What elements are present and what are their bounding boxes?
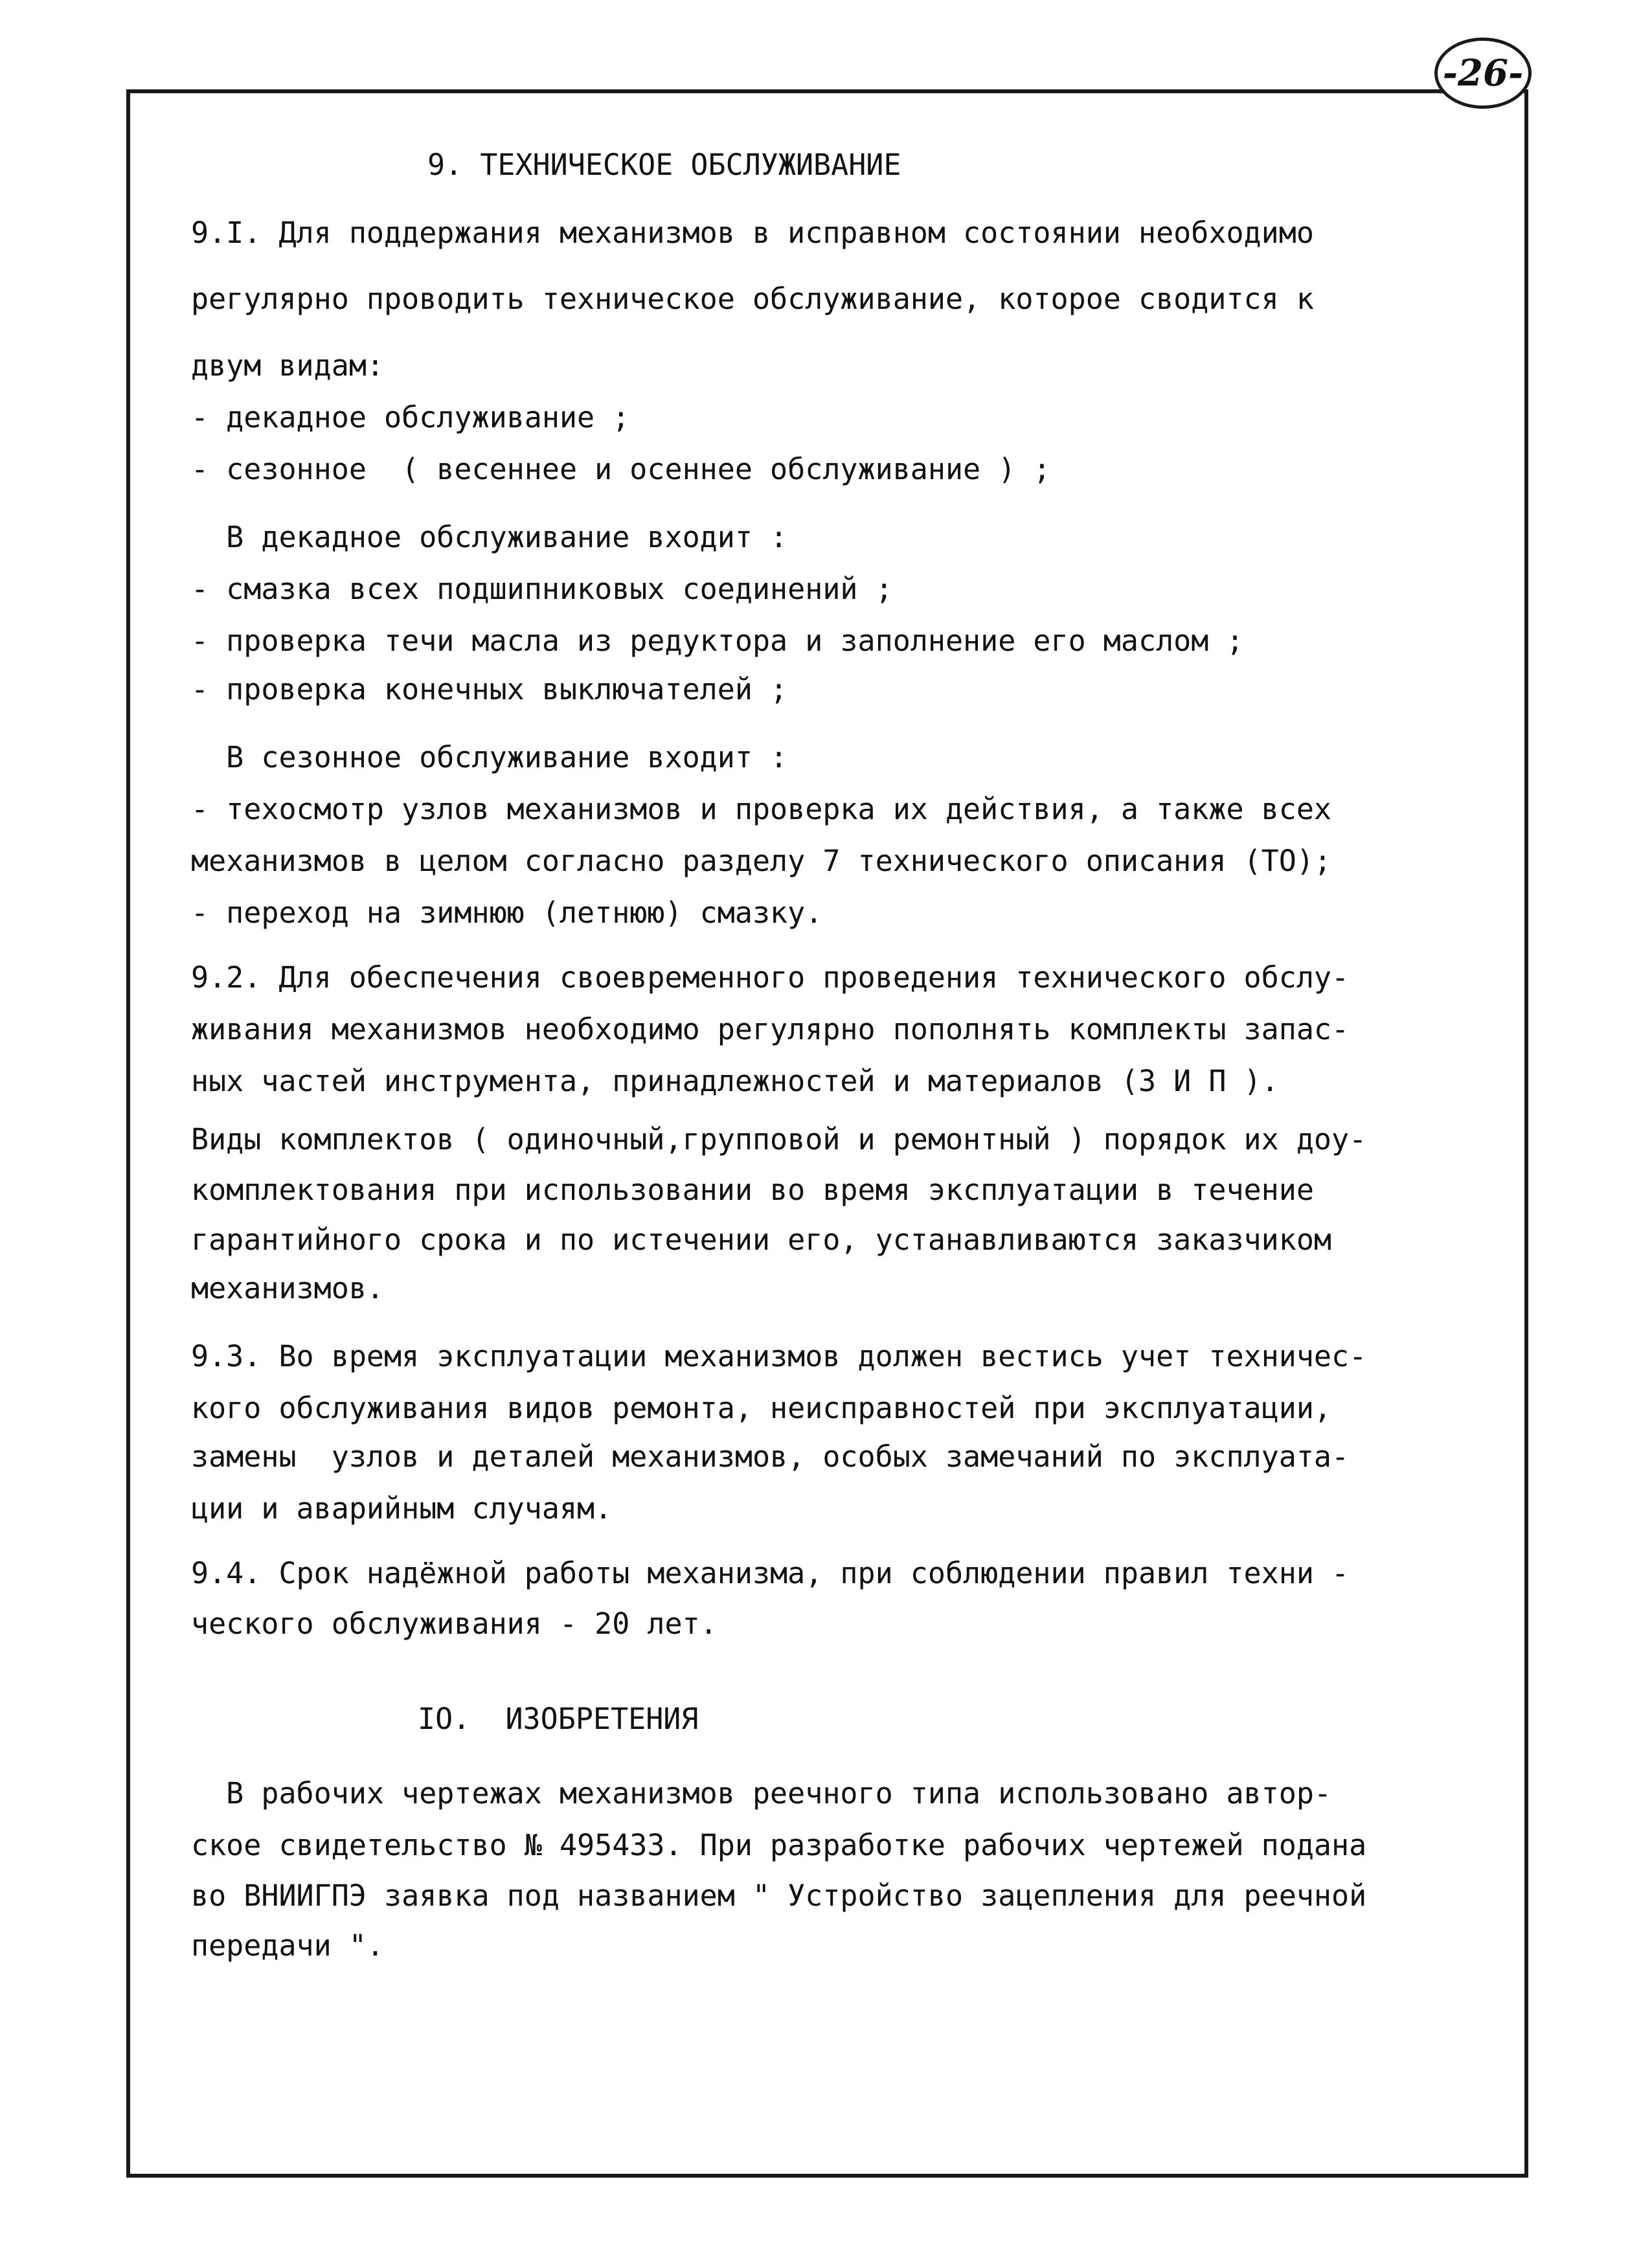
p91-line-1: 9.I. Для поддержания механизмов в исправном состоянии необходимо bbox=[191, 216, 1314, 250]
decade-line-2: - смазка всех подшипниковых соединений ; bbox=[191, 572, 893, 606]
p92-line-6: гарантийного срока и по истечении его, устанавливаются заказчиком bbox=[191, 1223, 1331, 1257]
p92-line-4: Виды комплектов ( одиночный,групповой и ремонтный ) порядок их доу- bbox=[191, 1122, 1367, 1156]
s10-line-4: передачи ". bbox=[191, 1928, 385, 1963]
season-line-1: В сезонное обслуживание входит : bbox=[191, 740, 788, 774]
p93-line-2: кого обслуживания видов ремонта, неисправностей при эксплуатации, bbox=[191, 1391, 1331, 1425]
p92-line-2: живания механизмов необходимо регулярно пополнять комплекты запас- bbox=[191, 1012, 1350, 1046]
p92-line-3: ных частей инструмента, принадлежностей и материалов (З И П ). bbox=[191, 1064, 1279, 1098]
season-line-2: - техосмотр узлов механизмов и проверка их действия, а также всех bbox=[191, 792, 1331, 826]
decade-line-3: - проверка течи масла из редуктора и заполнение его маслом ; bbox=[191, 624, 1244, 658]
p91-line-4: - декадное обслуживание ; bbox=[191, 400, 630, 434]
p93-line-4: ции и аварийным случаям. bbox=[191, 1491, 613, 1526]
s10-line-1: В рабочих чертежах механизмов реечного типа использовано автор- bbox=[191, 1776, 1331, 1810]
s10-line-2: ское свидетельство № 495433. При разработке рабочих чертежей подана bbox=[191, 1828, 1367, 1862]
decade-line-1: В декадное обслуживание входит : bbox=[191, 520, 788, 554]
section-10-title: IO. ИЗОБРЕТЕНИЯ bbox=[418, 1702, 699, 1736]
p92-line-7: механизмов. bbox=[191, 1271, 385, 1305]
p92-line-1: 9.2. Для обеспечения своевременного проведения технического обслу- bbox=[191, 960, 1350, 995]
section-9-title: 9. ТЕХНИЧЕСКОЕ ОБСЛУЖИВАНИЕ bbox=[427, 148, 901, 182]
season-line-4: - переход на зимнюю (летнюю) смазку. bbox=[191, 896, 823, 930]
p91-line-5: - сезонное ( весеннее и осеннее обслуживание ) ; bbox=[191, 452, 1051, 486]
p93-line-1: 9.3. Во время эксплуатации механизмов должен вестись учет техничес- bbox=[191, 1339, 1367, 1373]
season-line-3: механизмов в целом согласно разделу 7 технического описания (ТО); bbox=[191, 844, 1331, 878]
p93-line-3: замены узлов и деталей механизмов, особых замечаний по эксплуата- bbox=[191, 1439, 1350, 1474]
page-number: -26- bbox=[1434, 38, 1532, 109]
p94-line-2: ческого обслуживания - 20 лет. bbox=[191, 1607, 718, 1641]
p92-line-5: комплектования при использовании во время эксплуатации в течение bbox=[191, 1173, 1314, 1207]
p94-line-1: 9.4. Срок надёжной работы механизма, при соблюдении правил техни - bbox=[191, 1556, 1350, 1590]
s10-line-3: во ВНИИГПЭ заявка под названием " Устройство зацепления для реечной bbox=[191, 1878, 1367, 1913]
p91-line-2: регулярно проводить техническое обслуживание, которое сводится к bbox=[191, 282, 1314, 316]
decade-line-4: - проверка конечных выключателей ; bbox=[191, 672, 788, 706]
p91-line-3: двум видам: bbox=[191, 348, 385, 383]
